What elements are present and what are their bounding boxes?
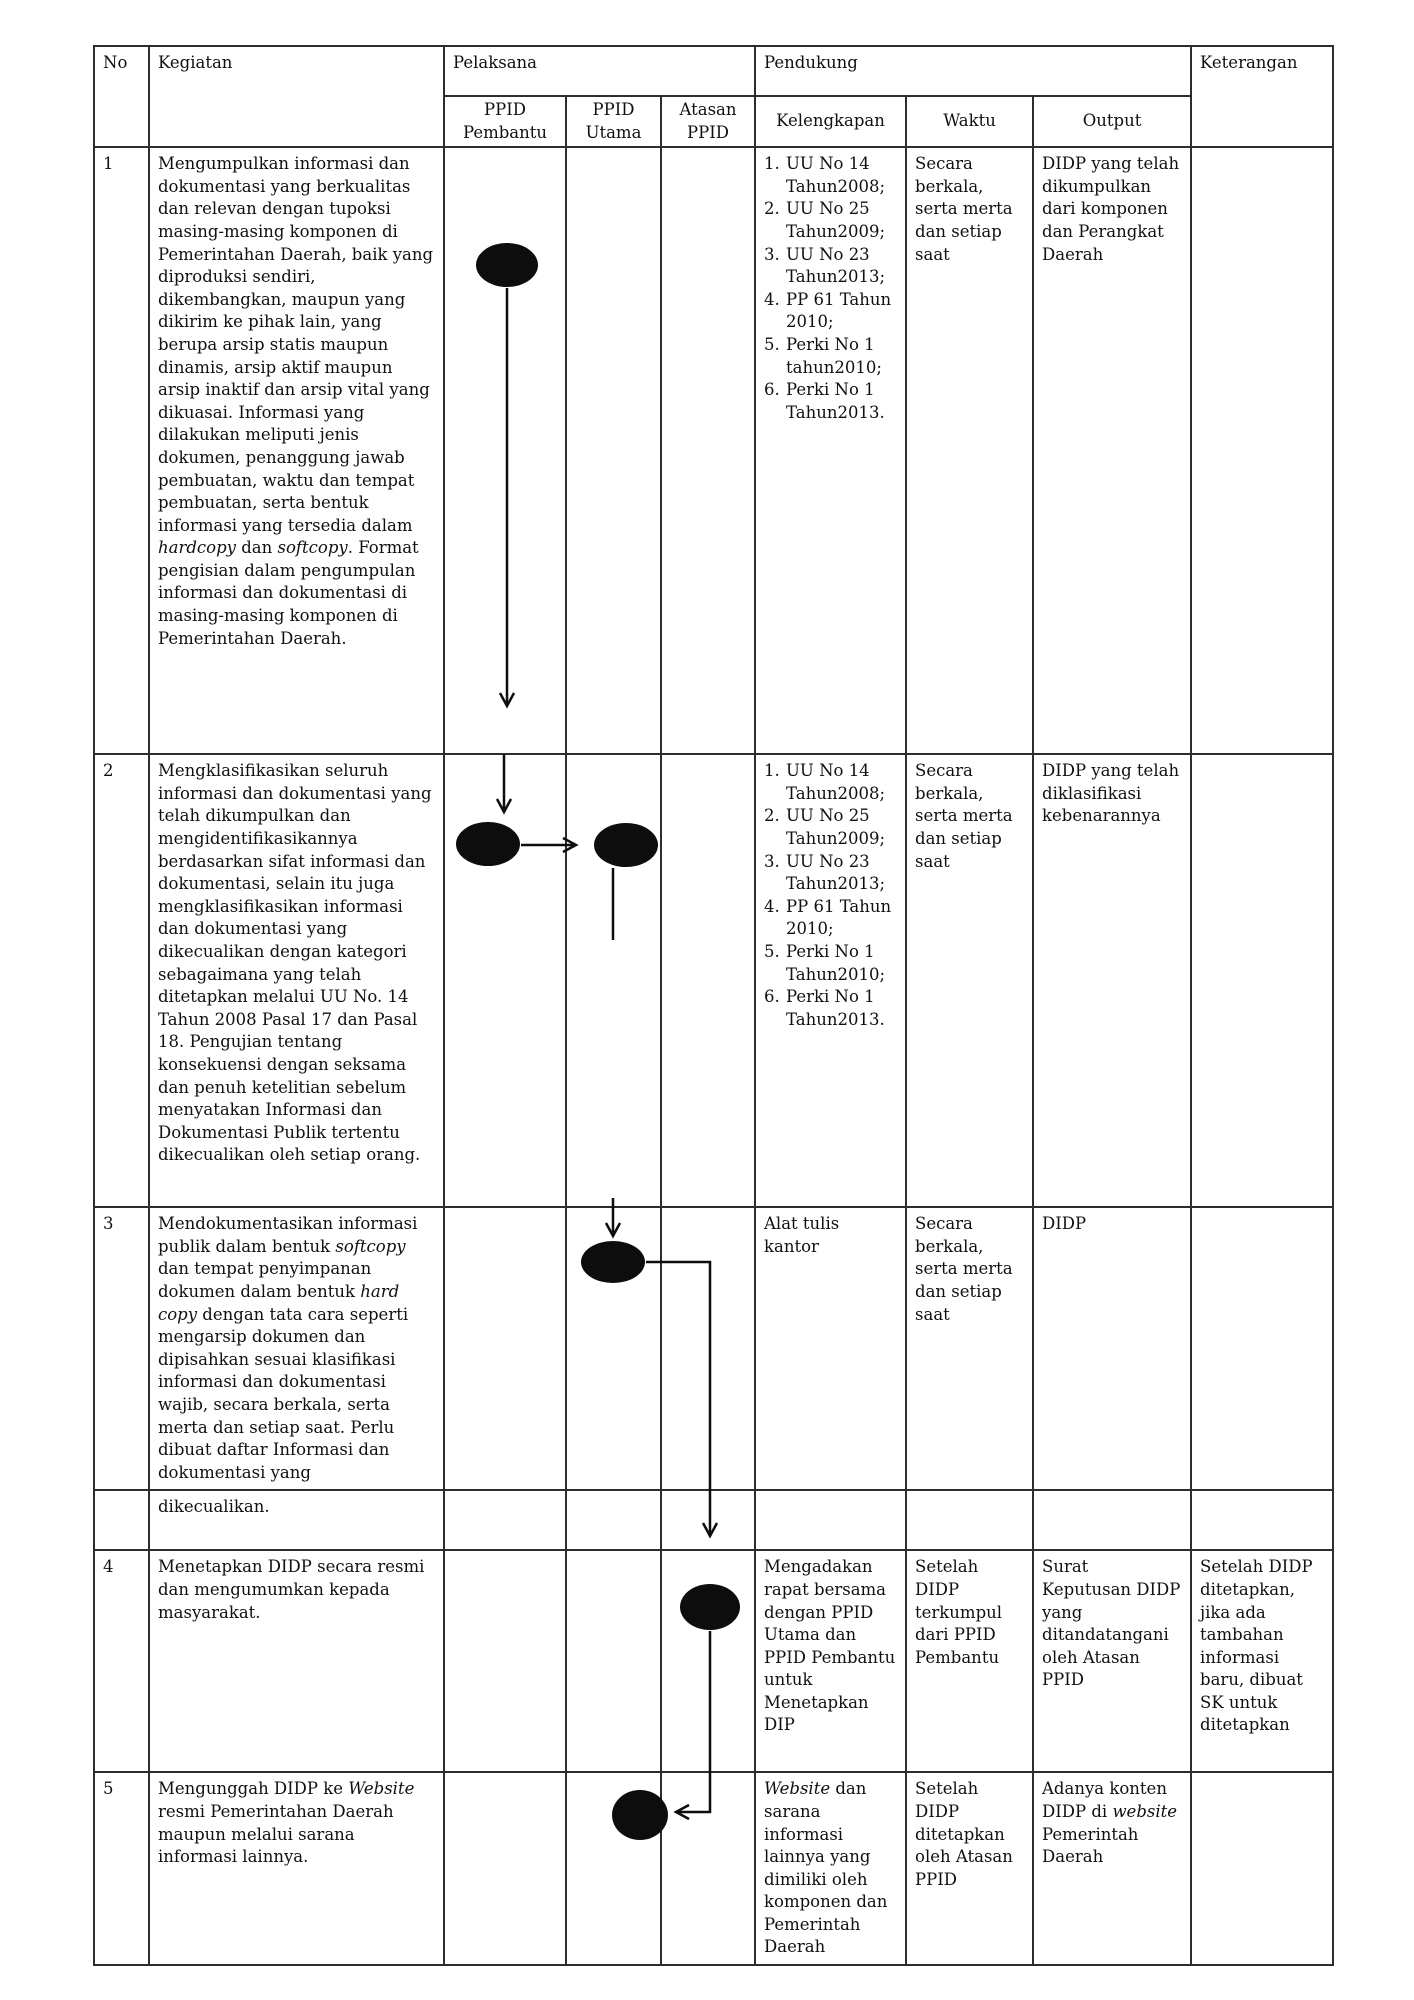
row3-output: DIDP: [1033, 1207, 1191, 1490]
row4-kelengkapan: Mengadakan rapat bersama dengan PPID Utama dan PPID Pembantu untuk Menetapkan DIP: [755, 1550, 906, 1772]
col-header-kelengkapan: Kelengkapan: [755, 96, 906, 147]
table-row: [94, 1550, 1333, 1772]
row2-waktu: Secara berkala, serta merta dan setiap saat: [906, 754, 1033, 1207]
header-group-row: [94, 46, 1333, 96]
row1-keterangan: [1191, 147, 1333, 754]
col-header-keterangan: Keterangan: [1191, 46, 1333, 147]
row5-ppid-utama-cell: [566, 1772, 661, 1965]
row5-waktu: Setelah DIDP ditetapkan oleh Atasan PPID: [906, 1772, 1033, 1965]
row3-kegiatan: Mendokumentasikan informasi publik dalam bentuk softcopy dan tempat penyimpanan dokumen dalam bentuk hard copy dengan tata cara seperti mengarsip dokumen dan dipisahkan sesuai klasifikasi informasi dan dokumentasi wajib, secara berkala, serta merta dan setiap saat. Perlu dibuat daftar Informasi dan dokumentasi yang: [149, 1207, 444, 1490]
spacer-atasan-ppid-cell: [661, 1490, 755, 1550]
row2-output: DIDP yang telah diklasifikasi kebenarannya: [1033, 754, 1191, 1207]
row3-kelengkapan: Alat tulis kantor: [755, 1207, 906, 1490]
row1-kegiatan: Mengumpulkan informasi dan dokumentasi yang berkualitas dan relevan dengan tupoksi masing-masing komponen di Pemerintahan Daerah, baik yang diproduksi sendiri, dikembangkan, maupun yang dikirim ke pihak lain, yang berupa arsip statis maupun dinamis, arsip aktif maupun arsip inaktif dan arsip vital yang dikuasai. Informasi yang dilakukan meliputi jenis dokumen, penanggung jawab pembuatan, waktu dan tempat pembuatan, serta bentuk informasi yang tersedia dalam hardcopy dan softcopy. Format pengisian dalam pengumpulan informasi dan dokumentasi di masing-masing komponen di Pemerintahan Daerah.: [149, 147, 444, 754]
table-row: [94, 1207, 1333, 1490]
row3-keterangan: [1191, 1207, 1333, 1490]
row4-kegiatan: Menetapkan DIDP secara resmi dan mengumumkan kepada masyarakat.: [149, 1550, 444, 1772]
row1-output: DIDP yang telah dikumpulkan dari komponen dan Perangkat Daerah: [1033, 147, 1191, 754]
row3-atasan-ppid-cell: [661, 1207, 755, 1490]
table-row: [94, 147, 1333, 754]
list-item: 1. UU No 14 Tahun2008;: [764, 761, 886, 803]
list-item: 4. PP 61 Tahun 2010;: [764, 289, 892, 332]
row1-ppid-pembantu-cell: [444, 147, 566, 754]
row3-ppid-pembantu-cell: [444, 1207, 566, 1490]
spacer-ppid-pembantu-cell: [444, 1490, 566, 1550]
row4-output: Surat Keputusan DIDP yang ditandatangani oleh Atasan PPID: [1033, 1550, 1191, 1772]
spacer-kelengkapan-cell: [755, 1490, 906, 1550]
row2-keterangan: [1191, 754, 1333, 1207]
col-header-kegiatan: Kegiatan: [149, 46, 444, 147]
row3-ppid-utama-cell: [566, 1207, 661, 1490]
row1-waktu: Secara berkala, serta merta dan setiap saat: [906, 147, 1033, 754]
list-item: 2. UU No 25 Tahun2009;: [764, 806, 886, 848]
row2-kelengkapan: [755, 754, 906, 1207]
sop-flowchart-table: [93, 45, 1334, 1966]
row4-ppid-pembantu-cell: [444, 1550, 566, 1772]
row4-no: 4: [94, 1550, 149, 1772]
col-header-ppid-pembantu: PPID Pembantu: [444, 96, 566, 147]
row1-no: 1: [94, 147, 149, 754]
col-group-pendukung: Pendukung: [755, 46, 1191, 96]
row5-ppid-pembantu-cell: [444, 1772, 566, 1965]
col-header-waktu: Waktu: [906, 96, 1033, 147]
row5-keterangan: [1191, 1772, 1333, 1965]
list-item: 5. Perki No 1 Tahun2010;: [764, 941, 886, 984]
row1-ppid-utama-cell: [566, 147, 661, 754]
list-item: 1. UU No 14 Tahun2008;: [764, 154, 886, 196]
spacer-kegiatan-overflow: dikecualikan.: [149, 1490, 444, 1550]
spacer-no: [94, 1490, 149, 1550]
row4-ppid-utama-cell: [566, 1550, 661, 1772]
list-item: 3. UU No 23 Tahun2013;: [764, 851, 886, 894]
spacer-keterangan-cell: [1191, 1490, 1333, 1550]
col-header-output: Output: [1033, 96, 1191, 147]
row2-atasan-ppid-cell: [661, 754, 755, 1207]
row5-atasan-ppid-cell: [661, 1772, 755, 1965]
row2-ppid-pembantu-cell: [444, 754, 566, 1207]
row3-no: 3: [94, 1207, 149, 1490]
row3-waktu: Secara berkala, serta merta dan setiap saat: [906, 1207, 1033, 1490]
list-item: 6. Perki No 1 Tahun2013.: [764, 380, 885, 422]
row4-keterangan: Setelah DIDP ditetapkan, jika ada tambahan informasi baru, dibuat SK untuk ditetapkan: [1191, 1550, 1333, 1772]
spacer-output-cell: [1033, 1490, 1191, 1550]
table-row: [94, 754, 1333, 1207]
row5-output: Adanya konten DIDP di website Pemerintah Daerah: [1033, 1772, 1191, 1965]
row5-kegiatan: Mengunggah DIDP ke Website resmi Pemerintahan Daerah maupun melalui sarana informasi lainnya.: [149, 1772, 444, 1965]
row4-waktu: Setelah DIDP terkumpul dari PPID Pembantu: [906, 1550, 1033, 1772]
row5-no: 5: [94, 1772, 149, 1965]
row5-kelengkapan: Website dan sarana informasi lainnya yang dimiliki oleh komponen dan Pemerintah Daerah: [755, 1772, 906, 1965]
row4-atasan-ppid-cell: [661, 1550, 755, 1772]
spacer-waktu-cell: [906, 1490, 1033, 1550]
row1-atasan-ppid-cell: [661, 147, 755, 754]
col-header-no: No: [94, 46, 149, 147]
row2-kegiatan: Mengklasifikasikan seluruh informasi dan dokumentasi yang telah dikumpulkan dan mengidentifikasikannya berdasarkan sifat informasi dan dokumentasi, selain itu juga mengklasifikasikan informasi dan dokumentasi yang dikecualikan dengan kategori sebagaimana yang telah ditetapkan melalui UU No. 14 Tahun 2008 Pasal 17 dan Pasal 18. Pengujian tentang konsekuensi dengan seksama dan penuh ketelitian sebelum menyatakan Informasi dan Dokumentasi Publik tertentu dikecualikan oleh setiap orang.: [149, 754, 444, 1207]
col-header-atasan-ppid: Atasan PPID: [661, 96, 755, 147]
table-row: [94, 1772, 1333, 1965]
row2-no: 2: [94, 754, 149, 1207]
col-group-pelaksana: Pelaksana: [444, 46, 755, 96]
col-header-ppid-utama: PPID Utama: [566, 96, 661, 147]
spacer-ppid-utama-cell: [566, 1490, 661, 1550]
table-row-spacer: [94, 1490, 1333, 1550]
row1-kelengkapan: [755, 147, 906, 754]
list-item: 3. UU No 23 Tahun2013;: [764, 244, 886, 287]
row2-ppid-utama-cell: [566, 754, 661, 1207]
list-item: 2. UU No 25 Tahun2009;: [764, 199, 886, 241]
list-item: 4. PP 61 Tahun 2010;: [764, 896, 892, 939]
list-item: 6. Perki No 1 Tahun2013.: [764, 987, 885, 1029]
list-item: 5. Perki No 1 tahun2010;: [764, 334, 882, 377]
